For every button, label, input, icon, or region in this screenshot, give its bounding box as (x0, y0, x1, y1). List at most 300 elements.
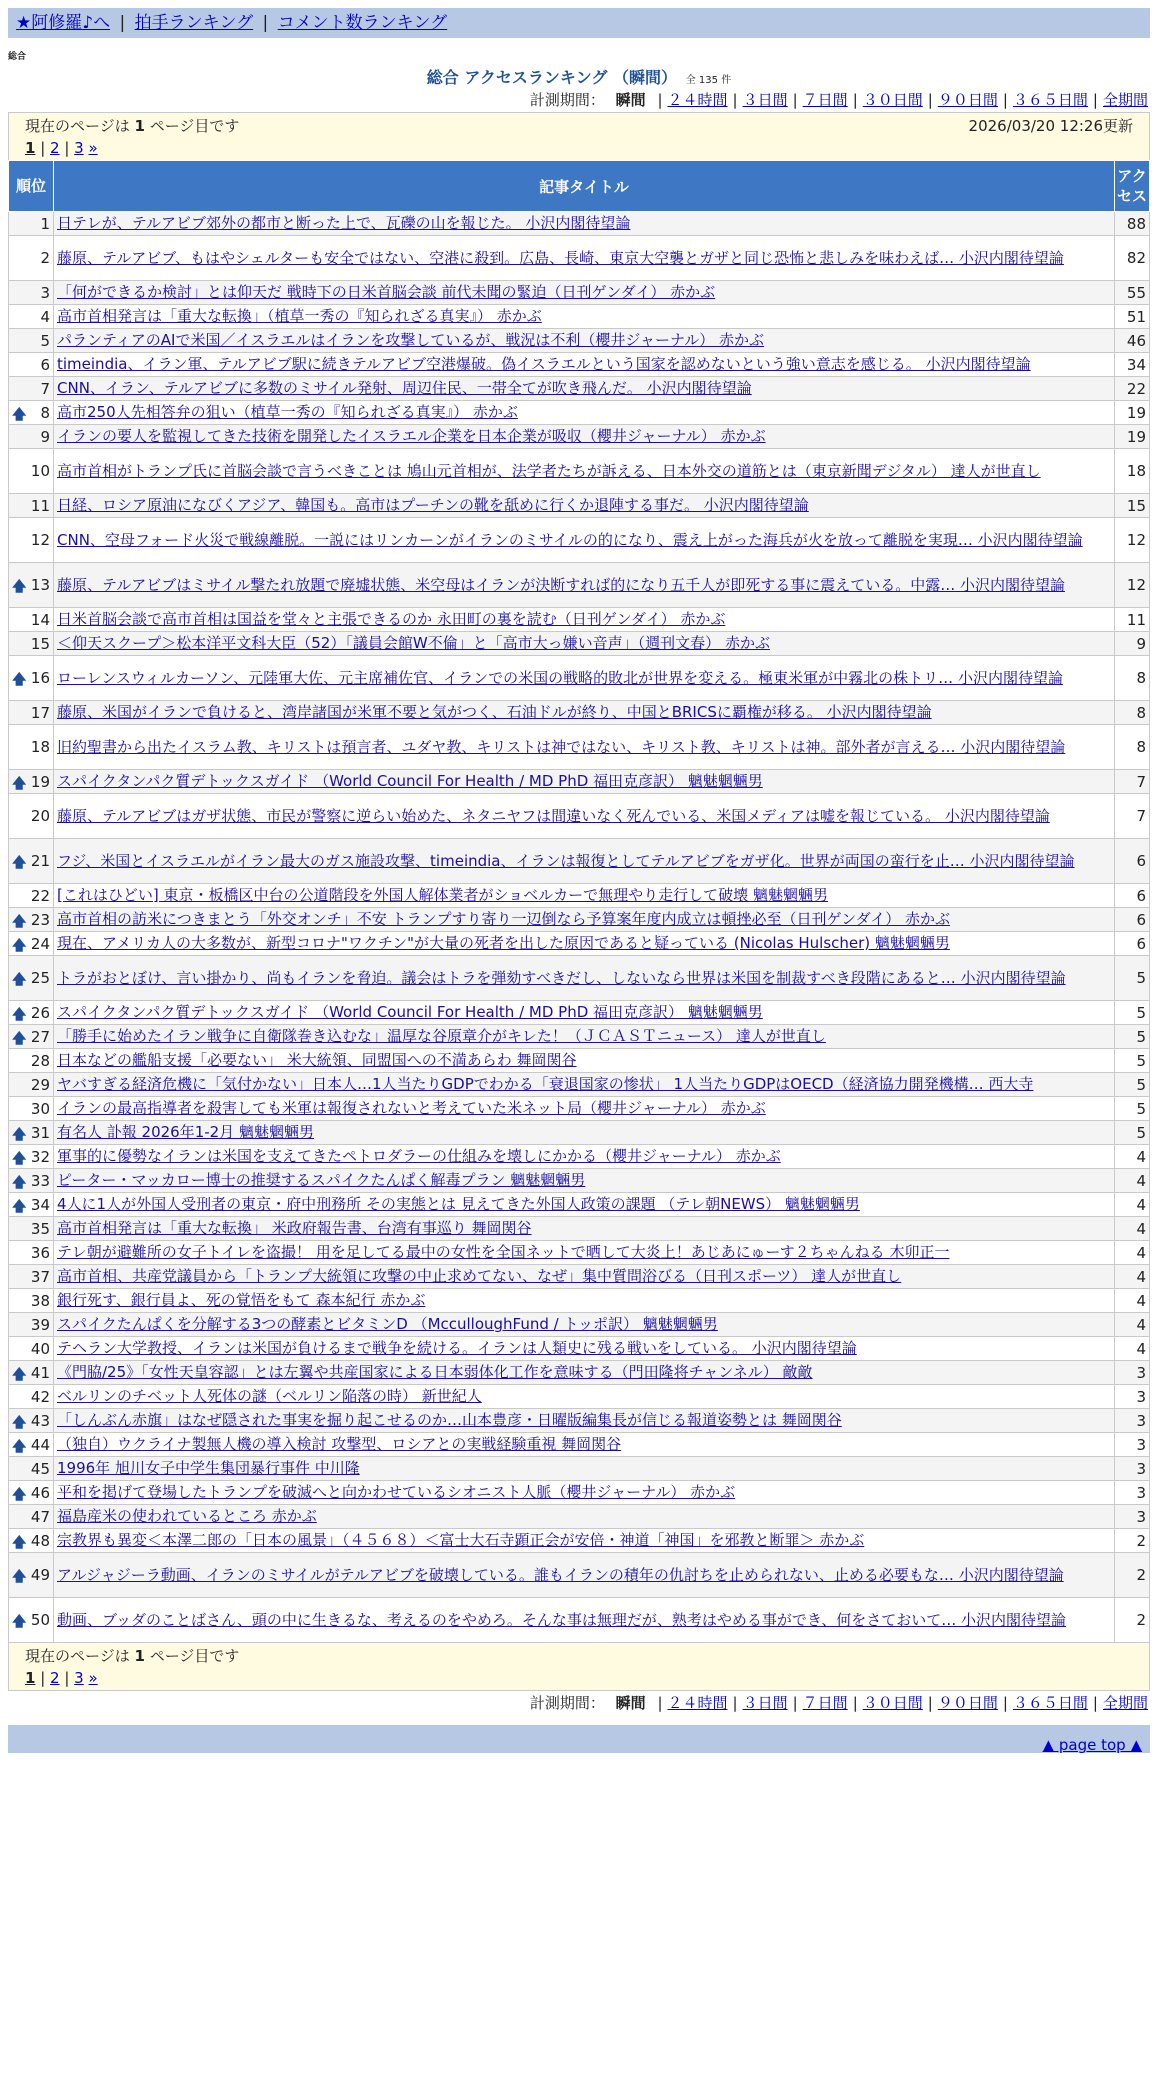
period-separator: | (732, 91, 738, 109)
article-title-link[interactable]: ヤバすぎる経済危機に「気付かない」日本人…1人当たりGDPでわかる「衰退国家の惨状」 1人当たりGDPはOECD（経済協力開発機構… 西大寺 (57, 1075, 1034, 1093)
ranking-header (0, 68, 1158, 88)
period-link[interactable]: ３６５日間 (1012, 1694, 1088, 1712)
rank-cell (9, 1505, 54, 1529)
rank-number: 41 (30, 1363, 50, 1382)
access-count: 3 (1115, 1409, 1150, 1433)
rank-up-arrow-icon: 🡅 (12, 1126, 27, 1143)
rank-cell (9, 377, 54, 401)
article-title-link[interactable]: 《門脇/25》「女性天皇容認」とは左翼や共産国家による日本弱体化工作を意味する（門田隆将チャンネル） 敵敵 (57, 1363, 813, 1381)
access-count: 2 (1115, 1529, 1150, 1553)
rank-number: 4 (40, 307, 50, 326)
page-current: 1 (25, 139, 36, 157)
table-row (9, 1217, 1150, 1241)
title-cell (54, 725, 1115, 770)
article-title-link[interactable]: 宗教界も異変＜本澤二郎の「日本の風景」（４５６８）＜富士大石寺顕正会が安倍・神道「神国」を邪教と断罪＞ 赤かぶ (57, 1531, 865, 1549)
next-page-link[interactable]: » (88, 139, 98, 157)
article-title-link[interactable]: 現在、アメリカ人の大多数が、新型コロナ"ワクチン"が大量の死者を出した原因であると疑っている (Nicolas Hulscher) 魑魅魍魎男 (57, 934, 950, 952)
table-row (9, 1241, 1150, 1265)
access-count: 22 (1115, 377, 1150, 401)
rank-up-arrow-icon: 🡅 (12, 406, 27, 423)
article-title-link[interactable]: ローレンスウィルカーソン、元陸軍大佐、元主席補佐官、イランでの米国の戦略的敗北が世界を変える。極東米軍が中霧北の株トリ… 小沢内閣待望論 (57, 668, 1063, 687)
home-link[interactable]: ★阿修羅♪へ (16, 13, 111, 33)
table-row (9, 725, 1150, 770)
rank-up-arrow-icon: 🡅 (12, 1614, 27, 1630)
article-title-link[interactable]: スパイクタンパク質デトックスガイド （World Council For Health / MD PhD 福田克彦訳） 魑魅魍魎男 (57, 772, 763, 790)
title-cell (54, 1169, 1115, 1193)
article-title-link[interactable]: トラがおとぼけ、言い掛かり、尚もイランを脅迫。議会はトラを弾劾すべきだし、しないなら世界は米国を制裁すべき段階にあると… 小沢内閣待望論 (57, 968, 1066, 987)
table-row (9, 656, 1150, 701)
table-row (9, 281, 1150, 305)
title-cell (54, 1598, 1115, 1643)
article-title-link[interactable]: 平和を掲げて登場したトランプを破滅へと向かわせているシオニスト人脈（櫻井ジャーナル） 赤かぶ (57, 1483, 736, 1501)
article-title-link[interactable]: 高市首相、共産党議員から「トランプ大統領に攻撃の中止求めてない、なぜ」集中質問浴びる（日刊スポーツ） 達人が世直し (57, 1267, 902, 1285)
rank-number: 26 (30, 1003, 50, 1022)
period-link[interactable]: ３０日間 (862, 1694, 923, 1712)
page-link[interactable]: 3 (74, 1669, 84, 1687)
footer-bar (8, 1725, 1150, 1753)
period-link[interactable]: 全期間 (1102, 1694, 1148, 1712)
period-current: 瞬間 (615, 1694, 646, 1712)
rank-cell (9, 656, 54, 701)
table-row (9, 1145, 1150, 1169)
rank-number: 49 (30, 1566, 50, 1584)
rank-number: 15 (30, 634, 50, 653)
rank-cell (9, 1001, 54, 1025)
article-title-link[interactable]: 藤原、テルアビブはミサイル撃たれ放題で廃墟状態、米空母はイランが決断すれば的になり五千人が即死する事に震えている。中露… 小沢内閣待望論 (57, 575, 1065, 594)
rank-cell (9, 1457, 54, 1481)
title-cell (54, 212, 1115, 236)
page-separator: | (35, 139, 51, 157)
period-separator: | (732, 1694, 738, 1712)
table-row (9, 1409, 1150, 1433)
table-row (9, 212, 1150, 236)
table-row (9, 1049, 1150, 1073)
period-link[interactable]: ７日間 (802, 91, 848, 109)
rank-number: 47 (30, 1507, 50, 1526)
rank-cell (9, 701, 54, 725)
page-link[interactable]: 2 (50, 139, 60, 157)
rank-number: 23 (30, 910, 50, 929)
rank-up-arrow-icon: 🡅 (12, 1150, 27, 1167)
item-count: 全 135 件 (685, 75, 732, 86)
page-current: 1 (25, 1669, 36, 1687)
rank-up-arrow-icon: 🡅 (12, 1438, 27, 1455)
rank-number: 36 (30, 1243, 50, 1262)
access-count: 5 (1115, 1097, 1150, 1121)
clap-ranking-link[interactable]: 拍手ランキング (134, 13, 254, 33)
nav-separator: | (119, 13, 126, 33)
rank-number: 27 (30, 1027, 50, 1046)
period-selector-bottom (0, 1691, 1150, 1715)
rank-cell (9, 1598, 54, 1643)
table-row (9, 1073, 1150, 1097)
rank-up-arrow-icon: 🡅 (12, 1414, 27, 1431)
rank-cell (9, 1145, 54, 1169)
access-count: 8 (1115, 725, 1150, 770)
table-row (9, 1001, 1150, 1025)
title-cell (54, 494, 1115, 518)
category-tag: 総合 (8, 52, 27, 62)
period-separator: | (792, 1694, 798, 1712)
rank-cell (9, 884, 54, 908)
title-cell (54, 1337, 1115, 1361)
article-title-link[interactable]: 高市首相の訪米につきまとう「外交オンチ」不安 トランプすり寄り一辺倒なら予算案年度内成立は頓挫必至（日刊ゲンダイ） 赤かぶ (57, 910, 951, 928)
article-title-link[interactable]: 動画、ブッダのことばさん、頭の中に生きるな、考えるのをやめろ。そんな事は無理だが、熟考はやめる事ができ、何をさておいて… 小沢内閣待望論 (57, 1610, 1067, 1629)
access-count: 5 (1115, 1121, 1150, 1145)
rank-number: 1 (40, 214, 50, 233)
article-title-link[interactable]: 藤原、テルアビブ、もはやシェルターも安全ではない、空港に殺到。広島、長崎、東京大空襲とガザと同じ恐怖と悲しみを味わえば… 小沢内閣待望論 (57, 248, 1064, 267)
table-row (9, 1361, 1150, 1385)
rank-cell (9, 632, 54, 656)
article-title-link[interactable]: timeindia、イラン軍、テルアビブ駅に続きテルアビブ空港爆破。偽イスラエルという国家を認めないという強い意志を感じる。 小沢内閣待望論 (57, 355, 1031, 373)
rank-up-arrow-icon: 🡅 (12, 1569, 27, 1585)
rank-number: 5 (40, 331, 50, 350)
rank-cell (9, 1217, 54, 1241)
table-row (9, 908, 1150, 932)
page-link[interactable]: 3 (74, 139, 84, 157)
rank-number: 38 (30, 1291, 50, 1310)
article-title-link[interactable]: テレ朝が避難所の女子トイレを盗撮！ 用を足してる最中の女性を全国ネットで晒して大炎上！あじあにゅーす２ちゃんねる 木卯正一 (57, 1243, 950, 1261)
rank-number: 37 (30, 1267, 50, 1286)
rank-up-arrow-icon: 🡅 (12, 855, 27, 871)
period-link[interactable]: ２４時間 (667, 1694, 728, 1712)
rank-up-arrow-icon: 🡅 (12, 1030, 27, 1047)
period-separator: | (792, 91, 798, 109)
table-row (9, 563, 1150, 608)
article-title-link[interactable]: イランの要人を監視してきた技術を開発したイスラエル企業を日本企業が吸収（櫻井ジャーナル） 赤かぶ (57, 427, 766, 445)
rank-number: 2 (40, 249, 50, 267)
article-title-link[interactable]: イランの最高指導者を殺害しても米軍は報復されないと考えていた米ネット局（櫻井ジャーナル） 赤かぶ (57, 1099, 766, 1117)
article-title-link[interactable]: 旧約聖書から出たイスラム教、キリストは預言者、ユダヤ教、キリストは神ではない、キリスト教、キリストは神。部外者が言える… 小沢内閣待望論 (57, 737, 1066, 756)
updated-timestamp: 2026/03/20 12:26更新 (968, 117, 1133, 135)
title-cell (54, 1505, 1115, 1529)
table-row (9, 1097, 1150, 1121)
access-count: 4 (1115, 1241, 1150, 1265)
title-cell (54, 656, 1115, 701)
current-page-text: 現在のページは 1 ページ目です (25, 1647, 240, 1665)
access-count: 12 (1115, 563, 1150, 608)
access-count: 19 (1115, 401, 1150, 425)
period-current: 瞬間 (615, 91, 646, 109)
rank-number: 19 (30, 772, 50, 791)
title-cell (54, 1553, 1115, 1598)
current-page-text: 現在のページは 1 ページ目です (25, 117, 240, 135)
rank-up-arrow-icon: 🡅 (12, 1198, 27, 1215)
title-cell (54, 1529, 1115, 1553)
article-title-link[interactable]: （独自）ウクライナ製無人機の導入検討 攻撃型、ロシアとの実戦経験重視 舞岡関谷 (57, 1435, 622, 1453)
rank-number: 6 (40, 355, 50, 374)
title-cell (54, 377, 1115, 401)
title-cell (54, 1025, 1115, 1049)
period-link[interactable]: ３６５日間 (1012, 91, 1088, 109)
access-count: 18 (1115, 449, 1150, 494)
table-row (9, 932, 1150, 956)
top-nav-bar (8, 8, 1150, 38)
access-count: 5 (1115, 956, 1150, 1001)
access-count: 6 (1115, 884, 1150, 908)
table-row (9, 494, 1150, 518)
rank-cell (9, 494, 54, 518)
rank-number: 30 (30, 1099, 50, 1118)
access-count: 3 (1115, 1385, 1150, 1409)
rank-up-arrow-icon: 🡅 (12, 972, 27, 988)
article-title-link[interactable]: 1996年 旭川女子中学生集団暴行事件 中川隆 (57, 1459, 360, 1477)
table-row (9, 1169, 1150, 1193)
rank-number: 31 (30, 1123, 50, 1142)
article-title-link[interactable]: 4人に1人が外国人受刑者の東京・府中刑務所 その実態とは 見えてきた外国人政策の課題 （テレ朝NEWS） 魑魅魍魎男 (57, 1195, 860, 1213)
table-row (9, 425, 1150, 449)
title-cell (54, 401, 1115, 425)
rank-up-arrow-icon: 🡅 (12, 1006, 27, 1023)
rank-number: 14 (30, 610, 50, 629)
article-title-link[interactable]: 高市250人先相答弁の狙い（植草一秀の『知られざる真実』） 赤かぶ (57, 403, 518, 421)
access-count: 55 (1115, 281, 1150, 305)
table-row (9, 1337, 1150, 1361)
page-separator: | (59, 139, 75, 157)
article-title-link[interactable]: 高市首相がトランプ氏に首脳会談で言うべきことは 鳩山元首相が、法学者たちが訴える、日本外交の道筋とは（東京新聞デジタル） 達人が世直し (57, 461, 1041, 480)
rank-up-arrow-icon: 🡅 (12, 1174, 27, 1191)
pager-top (8, 112, 1150, 160)
rank-cell (9, 1121, 54, 1145)
rank-number: 35 (30, 1219, 50, 1238)
access-count: 88 (1115, 212, 1150, 236)
access-count: 4 (1115, 1193, 1150, 1217)
period-separator: | (927, 91, 933, 109)
ranking-table (8, 160, 1150, 1643)
rank-cell (9, 1289, 54, 1313)
title-cell (54, 1481, 1115, 1505)
title-cell (54, 770, 1115, 794)
rank-number: 24 (30, 934, 50, 953)
article-title-link[interactable]: 藤原、米国がイランで負けると、湾岸諸国が米軍不要と気がつく、石油ドルが終り、中国とBRICSに覇権が移る。 小沢内閣待望論 (57, 703, 932, 721)
title-cell (54, 1457, 1115, 1481)
article-title-link[interactable]: ベルリンのチベット人死体の謎（ベルリン陥落の時） 新世紀人 (57, 1387, 482, 1405)
period-separator: | (927, 1694, 933, 1712)
rank-cell (9, 1241, 54, 1265)
page-separator: | (59, 1669, 75, 1687)
rank-cell (9, 839, 54, 884)
article-title-link[interactable]: テヘラン大学教授、イランは米国が負けるまで戦争を続ける。イランは人類史に残る戦いをしている。 小沢内閣待望論 (57, 1339, 857, 1357)
table-row (9, 1313, 1150, 1337)
rank-cell (9, 401, 54, 425)
article-title-link[interactable]: 藤原、テルアビブはガザ状態、市民が警察に逆らい始めた、ネタニヤフは間違いなく死んでいる、米国メディアは嘘を報じている。 小沢内閣待望論 (57, 806, 1050, 825)
access-count: 19 (1115, 425, 1150, 449)
rank-number: 9 (40, 427, 50, 446)
header-rank: 順位 (9, 161, 54, 212)
period-label: 計測期間： (529, 91, 605, 109)
title-cell (54, 305, 1115, 329)
rank-cell (9, 281, 54, 305)
rank-up-arrow-icon: 🡅 (12, 672, 27, 688)
table-row (9, 956, 1150, 1001)
rank-up-arrow-icon: 🡅 (12, 579, 27, 595)
period-separator: | (1092, 1694, 1098, 1712)
table-row (9, 770, 1150, 794)
period-separator: | (1002, 91, 1008, 109)
article-title-link[interactable]: CNN、空母フォード火災で戦線離脱。一説にはリンカーンがイランのミサイルの的になり、震え上がった海兵が火を放って離脱を実現… 小沢内閣待望論 (57, 530, 1083, 549)
rank-number: 17 (30, 703, 50, 722)
header-title: 記事タイトル (54, 161, 1115, 212)
next-page-link[interactable]: » (88, 1669, 98, 1687)
rank-cell (9, 212, 54, 236)
period-link[interactable]: ７日間 (802, 1694, 848, 1712)
rank-number: 16 (30, 669, 50, 687)
table-row (9, 329, 1150, 353)
article-title-link[interactable]: 福島産米の使われているところ 赤かぶ (57, 1507, 317, 1525)
title-cell (54, 908, 1115, 932)
table-row (9, 1385, 1150, 1409)
page-links (25, 137, 1133, 159)
page-title: 総合 アクセスランキング （瞬間） (426, 68, 677, 87)
table-row (9, 1289, 1150, 1313)
article-title-link[interactable]: 日本などの艦船支援「必要ない」 米大統領、同盟国への不満あらわ 舞岡関谷 (57, 1051, 577, 1069)
article-title-link[interactable]: フジ、米国とイスラエルがイラン最大のガス施設攻撃、timeindia、イランは報復としてテルアビブをガザ化。世界が両国の蛮行を止… 小沢内閣待望論 (57, 851, 1075, 870)
article-title-link[interactable]: 日テレが、テルアビブ郊外の都市と断った上で、瓦礫の山を報じた。 小沢内閣待望論 (57, 214, 631, 232)
article-title-link[interactable]: 高市首相発言は「重大な転換」 米政府報告書、台湾有事巡り 舞岡関谷 (57, 1219, 532, 1237)
rank-number: 22 (30, 886, 50, 905)
rank-number: 11 (30, 496, 50, 515)
period-link[interactable]: ３日間 (742, 91, 788, 109)
rank-number: 46 (30, 1483, 50, 1502)
rank-number: 20 (30, 807, 50, 825)
article-title-link[interactable]: 有名人 訃報 2026年1-2月 魑魅魍魎男 (57, 1123, 314, 1141)
table-row (9, 1553, 1150, 1598)
access-count: 3 (1115, 1457, 1150, 1481)
rank-cell (9, 1433, 54, 1457)
article-title-link[interactable]: 「勝手に始めたイラン戦争に自衛隊巻き込むな」温厚な谷原章介がキレた！（ＪＣＡＳＴニュース） 達人が世直し (57, 1027, 826, 1045)
article-title-link[interactable]: 高市首相発言は「重大な転換」（植草一秀の『知られざる真実』） 赤かぶ (57, 307, 542, 325)
access-count: 3 (1115, 1505, 1150, 1529)
title-cell (54, 1145, 1115, 1169)
rank-number: 43 (30, 1411, 50, 1430)
access-count: 6 (1115, 932, 1150, 956)
article-title-link[interactable]: 銀行死す、銀行員よ、死の覚悟をもて 森本紀行 赤かぶ (57, 1291, 426, 1309)
rank-cell (9, 1337, 54, 1361)
title-cell (54, 1049, 1115, 1073)
article-title-link[interactable]: [これはひどい] 東京・板橋区中台の公道階段を外国人解体業者がショベルカーで無理やり走行して破壊 魑魅魍魎男 (57, 886, 828, 904)
rank-cell (9, 1481, 54, 1505)
rank-number: 34 (30, 1195, 50, 1214)
period-separator: | (657, 91, 663, 109)
access-count: 51 (1115, 305, 1150, 329)
title-cell (54, 839, 1115, 884)
title-cell (54, 632, 1115, 656)
period-link[interactable]: ９０日間 (937, 1694, 998, 1712)
title-cell (54, 1265, 1115, 1289)
table-row (9, 1025, 1150, 1049)
rank-up-arrow-icon: 🡅 (12, 1534, 27, 1551)
rank-number: 50 (30, 1611, 50, 1629)
rank-cell (9, 956, 54, 1001)
comment-ranking-link[interactable]: コメント数ランキング (277, 13, 448, 33)
table-row (9, 884, 1150, 908)
rank-cell (9, 1169, 54, 1193)
article-title-link[interactable]: パランティアのAIで米国／イスラエルはイランを攻撃しているが、戦況は不利（櫻井ジャーナル） 赤かぶ (57, 331, 765, 349)
title-cell (54, 236, 1115, 281)
access-count: 15 (1115, 494, 1150, 518)
article-title-link[interactable]: 日米首脳会談で高市首相は国益を堂々と主張できるのか 永田町の裏を読む（日刊ゲンダイ） 赤かぶ (57, 610, 726, 628)
period-link[interactable]: ３日間 (742, 1694, 788, 1712)
access-count: 4 (1115, 1169, 1150, 1193)
table-row (9, 608, 1150, 632)
title-cell (54, 608, 1115, 632)
article-title-link[interactable]: 「何ができるか検討」とは仰天だ 戦時下の日米首脳会談 前代未聞の緊迫（日刊ゲンダイ） 赤かぶ (57, 283, 716, 301)
article-title-link[interactable]: ＜仰天スクープ＞松本洋平文科大臣（52）「議員会館W不倫」と「高市大っ嫌い音声」（週刊文春） 赤かぶ (57, 634, 770, 652)
rank-number: 25 (30, 969, 50, 987)
period-separator: | (852, 1694, 858, 1712)
period-link[interactable]: ９０日間 (937, 91, 998, 109)
period-separator: | (852, 91, 858, 109)
rank-cell (9, 1385, 54, 1409)
article-title-link[interactable]: 軍事的に優勢なイランは米国を支えてきたペトロダラーの仕組みを壊しにかかる（櫻井ジャーナル） 赤かぶ (57, 1147, 781, 1165)
article-title-link[interactable]: CNN、イラン、テルアビブに多数のミサイル発射、周辺住民、一帯全てが吹き飛んだ。 小沢内閣待望論 (57, 379, 752, 397)
rank-cell (9, 1265, 54, 1289)
article-title-link[interactable]: ピーター・マッカロー博士の推奨するスパイクたんぱく解毒プラン 魑魅魍魎男 (57, 1171, 586, 1189)
access-count: 2 (1115, 1553, 1150, 1598)
rank-cell (9, 1097, 54, 1121)
rank-number: 39 (30, 1315, 50, 1334)
access-count: 34 (1115, 353, 1150, 377)
title-cell (54, 329, 1115, 353)
table-row (9, 794, 1150, 839)
article-title-link[interactable]: 「しんぶん赤旗」はなぜ隠された事実を掘り起こせるのか…山本豊彦・日曜版編集長が信じる報道姿勢とは 舞岡関谷 (57, 1411, 842, 1429)
access-count: 4 (1115, 1313, 1150, 1337)
rank-cell (9, 1193, 54, 1217)
rank-cell (9, 932, 54, 956)
rank-cell (9, 1073, 54, 1097)
page-top-link[interactable]: ▲ page top ▲ (1042, 1736, 1142, 1754)
rank-number: 21 (30, 852, 50, 870)
rank-number: 12 (30, 531, 50, 549)
table-row (9, 1265, 1150, 1289)
rank-cell (9, 329, 54, 353)
period-link[interactable]: ２４時間 (667, 91, 728, 109)
table-row (9, 1481, 1150, 1505)
title-cell (54, 1289, 1115, 1313)
title-cell (54, 701, 1115, 725)
article-title-link[interactable]: スパイクたんぱくを分解する3つの酵素とビタミンD （McculloughFund / トッポ訳） 魑魅魍魎男 (57, 1315, 718, 1333)
article-title-link[interactable]: スパイクタンパク質デトックスガイド （World Council For Health / MD PhD 福田克彦訳） 魑魅魍魎男 (57, 1003, 763, 1021)
access-count: 4 (1115, 1217, 1150, 1241)
period-selector (0, 88, 1150, 112)
rank-cell (9, 1025, 54, 1049)
title-cell (54, 1073, 1115, 1097)
rank-number: 48 (30, 1531, 50, 1550)
access-count: 9 (1115, 632, 1150, 656)
period-link[interactable]: ３０日間 (862, 91, 923, 109)
article-title-link[interactable]: 日経、ロシア原油になびくアジア、韓国も。高市はプーチンの靴を舐めに行くか退陣する事だ。 小沢内閣待望論 (57, 496, 809, 514)
rank-number: 10 (30, 462, 50, 480)
page-link[interactable]: 2 (50, 1669, 60, 1687)
rank-cell (9, 563, 54, 608)
table-row (9, 1529, 1150, 1553)
access-count: 5 (1115, 1073, 1150, 1097)
access-count: 11 (1115, 608, 1150, 632)
title-cell (54, 1433, 1115, 1457)
rank-up-arrow-icon: 🡅 (12, 1366, 27, 1383)
table-row (9, 305, 1150, 329)
rank-cell (9, 725, 54, 770)
title-cell (54, 353, 1115, 377)
period-link[interactable]: 全期間 (1102, 91, 1148, 109)
rank-number: 7 (40, 379, 50, 398)
table-row (9, 518, 1150, 563)
access-count: 7 (1115, 770, 1150, 794)
article-title-link[interactable]: アルジャジーラ動画、イランのミサイルがテルアビブを破壊している。誰もイランの積年の仇討ちを止められない、止める必要もな… 小沢内閣待望論 (57, 1565, 1064, 1584)
title-cell (54, 794, 1115, 839)
table-row (9, 1433, 1150, 1457)
rank-cell (9, 425, 54, 449)
